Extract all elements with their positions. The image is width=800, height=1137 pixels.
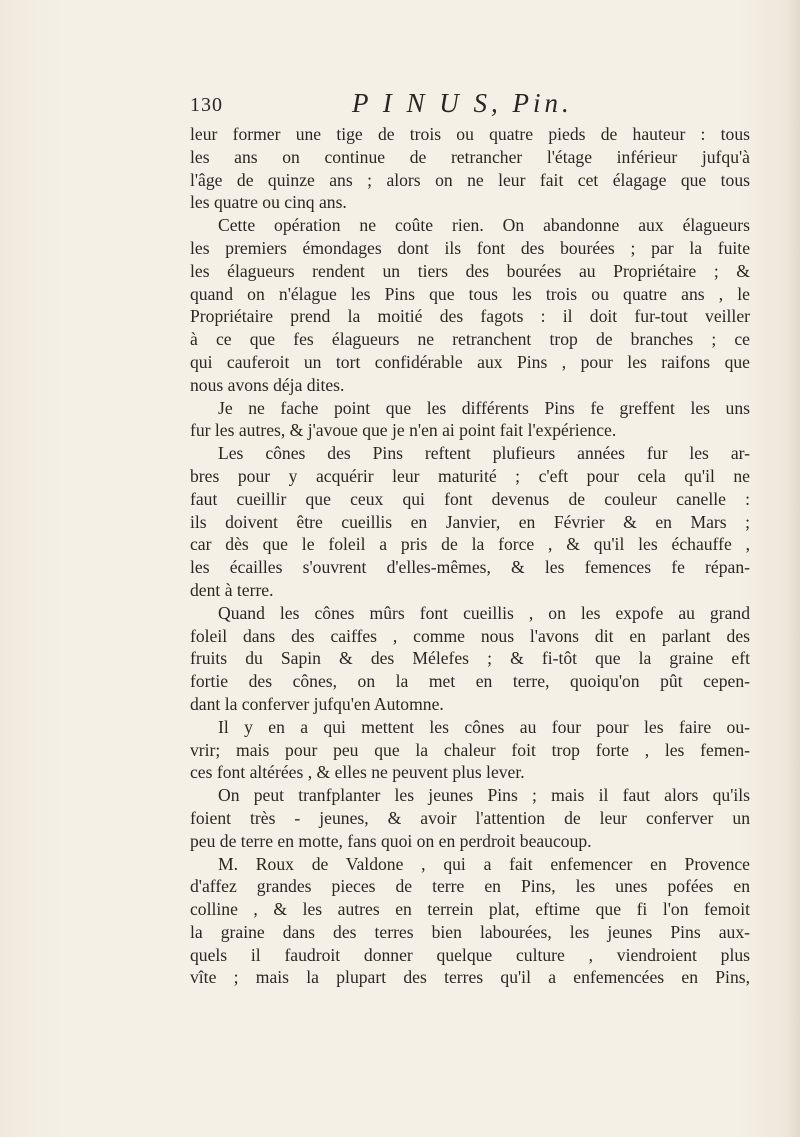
- text-line: faut cueillir que ceux qui font devenus de couleur canelle :: [190, 488, 750, 509]
- text-line: vrir; mais pour peu que la chaleur foit trop forte , les femen-: [190, 739, 750, 760]
- paragraph-start-line: Il y en a qui mettent les cônes au four pour les faire ou-: [218, 716, 750, 737]
- text-line: ils doivent être cueillis en Janvier, en Février & en Mars ;: [190, 511, 750, 532]
- page-header: [190, 88, 750, 124]
- paragraph-start-line: M. Roux de Valdone , qui a fait enfemencer en Provence: [218, 853, 750, 874]
- text-line: nous avons déja dites.: [190, 374, 345, 395]
- text-line: vîte ; mais la plupart des terres qu'il a enfemencées en Pins,: [190, 967, 750, 988]
- text-line: les premiers émondages dont ils font des bourées ; par la fuite: [190, 237, 750, 258]
- text-line: fortie des cônes, on la met en terre, quoiqu'on pût cepen-: [190, 671, 750, 692]
- text-line: colline , & les autres en terrein plat, eftime que fi l'on femoit: [190, 899, 750, 920]
- running-title: P I N U S, Pin.: [352, 88, 573, 118]
- page-number: 130: [190, 94, 223, 116]
- text-line: bres pour y acquérir leur maturité ; c'eft pour cela qu'il ne: [190, 465, 750, 486]
- text-line: quels il faudroit donner quelque culture , viendroient plus: [190, 944, 750, 965]
- text-line: à ce que fes élagueurs ne retranchent trop de branches ; ce: [190, 329, 750, 350]
- text-line: les ans on continue de retrancher l'étage inférieur jufqu'à: [190, 146, 750, 167]
- paragraph-start-line: Quand les cônes mûrs font cueillis , on les expofe au grand: [218, 602, 750, 623]
- text-line: les écailles s'ouvrent d'elles-mêmes, & les femences fe répan-: [190, 557, 750, 578]
- paragraph-start-line: Cette opération ne coûte rien. On abandonne aux élagueurs: [218, 215, 750, 236]
- text-line: d'affez grandes pieces de terre en Pins, les unes pofées en: [190, 876, 750, 897]
- text-line: ces font altérées , & elles ne peuvent plus lever.: [190, 762, 525, 783]
- paragraph-start-line: Je ne fache point que les différents Pins fe greffent les uns: [218, 397, 750, 418]
- text-line: car dès que le foleil a pris de la force , & qu'il les échauffe ,: [190, 534, 750, 555]
- text-line: la graine dans des terres bien labourées, les jeunes Pins aux-: [190, 921, 750, 942]
- paragraph-start-line: On peut tranfplanter les jeunes Pins ; mais il faut alors qu'ils: [218, 785, 750, 806]
- text-line: les élagueurs rendent un tiers des bourées au Propriétaire ; &: [190, 260, 750, 281]
- text-line: quand on n'élague les Pins que tous les trois ou quatre ans , le: [190, 283, 750, 304]
- paragraph-start-line: Les cônes des Pins reftent plufieurs années fur les ar-: [218, 443, 750, 464]
- text-line: dent à terre.: [190, 579, 274, 600]
- text-line: l'âge de quinze ans ; alors on ne leur fait cet élagage que tous: [190, 169, 750, 190]
- text-line: fur les autres, & j'avoue que je n'en ai point fait l'expérience.: [190, 420, 617, 441]
- page-edge-shadow: [786, 0, 800, 1137]
- text-line: leur former une tige de trois ou quatre pieds de hauteur : tous: [190, 124, 750, 144]
- text-line: peu de terre en motte, fans quoi on en perdroit beaucoup.: [190, 830, 592, 851]
- text-line: qui cauferoit un tort confidérable aux Pins , pour les raifons que: [190, 351, 750, 372]
- text-line: dant la conferver jufqu'en Automne.: [190, 693, 444, 714]
- body-text: [190, 123, 750, 989]
- text-line: Propriétaire prend la moitié des fagots : il doit fur-tout veiller: [190, 306, 750, 327]
- text-line: foleil dans des caiffes , comme nous l'avons dit en parlant des: [190, 625, 750, 646]
- text-line: les quatre ou cinq ans.: [190, 192, 347, 213]
- text-line: fruits du Sapin & des Mélefes ; & fi-tôt que la graine eft: [190, 648, 750, 669]
- text-line: foient très - jeunes, & avoir l'attention de leur conferver un: [190, 807, 750, 828]
